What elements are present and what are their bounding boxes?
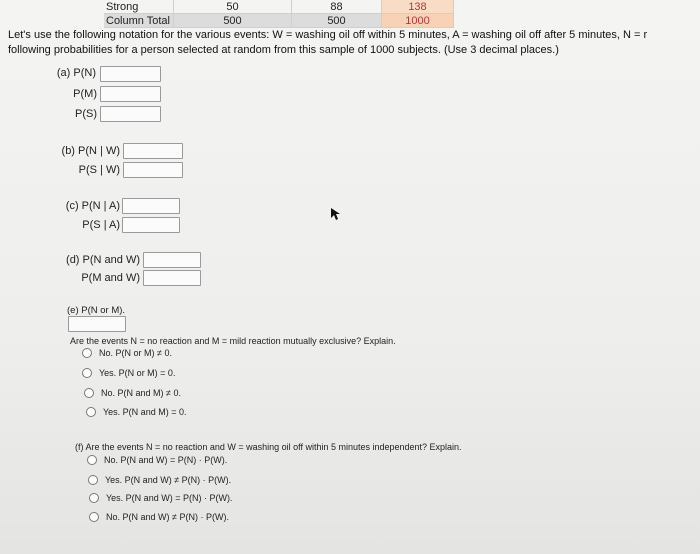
answer-input[interactable]: [122, 217, 180, 233]
table-cell: 88: [292, 0, 382, 14]
answer-input[interactable]: [143, 270, 201, 286]
answer-input[interactable]: [100, 86, 161, 102]
intro-text: [8, 28, 700, 58]
answer-input[interactable]: [143, 252, 201, 268]
radio-icon[interactable]: [89, 512, 99, 522]
radio-option[interactable]: [86, 407, 186, 417]
intro-line: Let's use the following notation for the various events: W = washing oil off within 5 minutes, A = washing oil off after 5 minutes, N = r: [8, 29, 648, 41]
prob-label: (b) P(N | W): [61, 145, 120, 157]
option-label: Yes. P(N and W) ≠ P(N) · P(W).: [105, 475, 232, 485]
radio-option[interactable]: [82, 348, 172, 358]
prob-label: (c) P(N | A): [65, 200, 120, 212]
radio-option[interactable]: [82, 368, 175, 378]
radio-option[interactable]: [89, 493, 232, 503]
option-label: Yes. P(N or M) = 0.: [99, 368, 176, 378]
mouse-pointer-icon: [330, 207, 344, 221]
row-label: Strong: [104, 0, 174, 14]
radio-icon[interactable]: [82, 348, 92, 358]
radio-option[interactable]: [88, 475, 231, 485]
table-cell: 500: [292, 14, 382, 28]
radio-icon[interactable]: [86, 407, 96, 417]
prob-label: P(M and W): [81, 272, 140, 284]
prob-label: P(S | W): [78, 164, 120, 176]
answer-input[interactable]: [68, 316, 126, 332]
prob-label: P(M): [73, 88, 97, 100]
radio-option[interactable]: [84, 388, 181, 398]
radio-icon[interactable]: [87, 455, 97, 465]
table-cell: 500: [174, 14, 292, 28]
radio-icon[interactable]: [84, 388, 94, 398]
radio-option[interactable]: [87, 455, 227, 465]
contingency-table: [0, 0, 700, 29]
answer-input[interactable]: [123, 143, 183, 159]
prob-label: P(S | A): [82, 219, 120, 231]
answer-input[interactable]: [123, 162, 183, 178]
question-text: Are the events N = no reaction and M = mild reaction mutually exclusive? Explain.: [70, 336, 396, 346]
prob-label: P(S): [75, 108, 97, 120]
option-label: No. P(N or M) ≠ 0.: [99, 348, 172, 358]
answer-input[interactable]: [122, 198, 180, 214]
option-label: Yes. P(N and W) = P(N) · P(W).: [106, 493, 233, 503]
option-label: No. P(N and W) ≠ P(N) · P(W).: [106, 512, 229, 522]
option-label: No. P(N and W) = P(N) · P(W).: [104, 455, 228, 465]
table-cell: 138: [382, 0, 454, 14]
prob-label: (a) P(N): [56, 67, 96, 79]
row-label: Column Total: [104, 14, 174, 28]
table-cell: 50: [174, 0, 292, 14]
radio-icon[interactable]: [82, 368, 92, 378]
table-cell: 1000: [382, 14, 454, 28]
answer-input[interactable]: [100, 66, 161, 82]
option-label: No. P(N and M) ≠ 0.: [101, 388, 181, 398]
part-e-label: (e) P(N or M).: [67, 305, 126, 316]
radio-option[interactable]: [89, 512, 229, 522]
question-text: (f) Are the events N = no reaction and W = washing oil off within 5 minutes independent? Explain.: [75, 442, 462, 452]
prob-label: (d) P(N and W): [66, 254, 140, 266]
intro-line: following probabilities for a person selected at random from this sample of 1000 subjects. (Use 3 decimal places.): [8, 44, 559, 56]
option-label: Yes. P(N and M) = 0.: [103, 407, 187, 417]
answer-input[interactable]: [100, 106, 161, 122]
radio-icon[interactable]: [89, 493, 99, 503]
radio-icon[interactable]: [88, 475, 98, 485]
